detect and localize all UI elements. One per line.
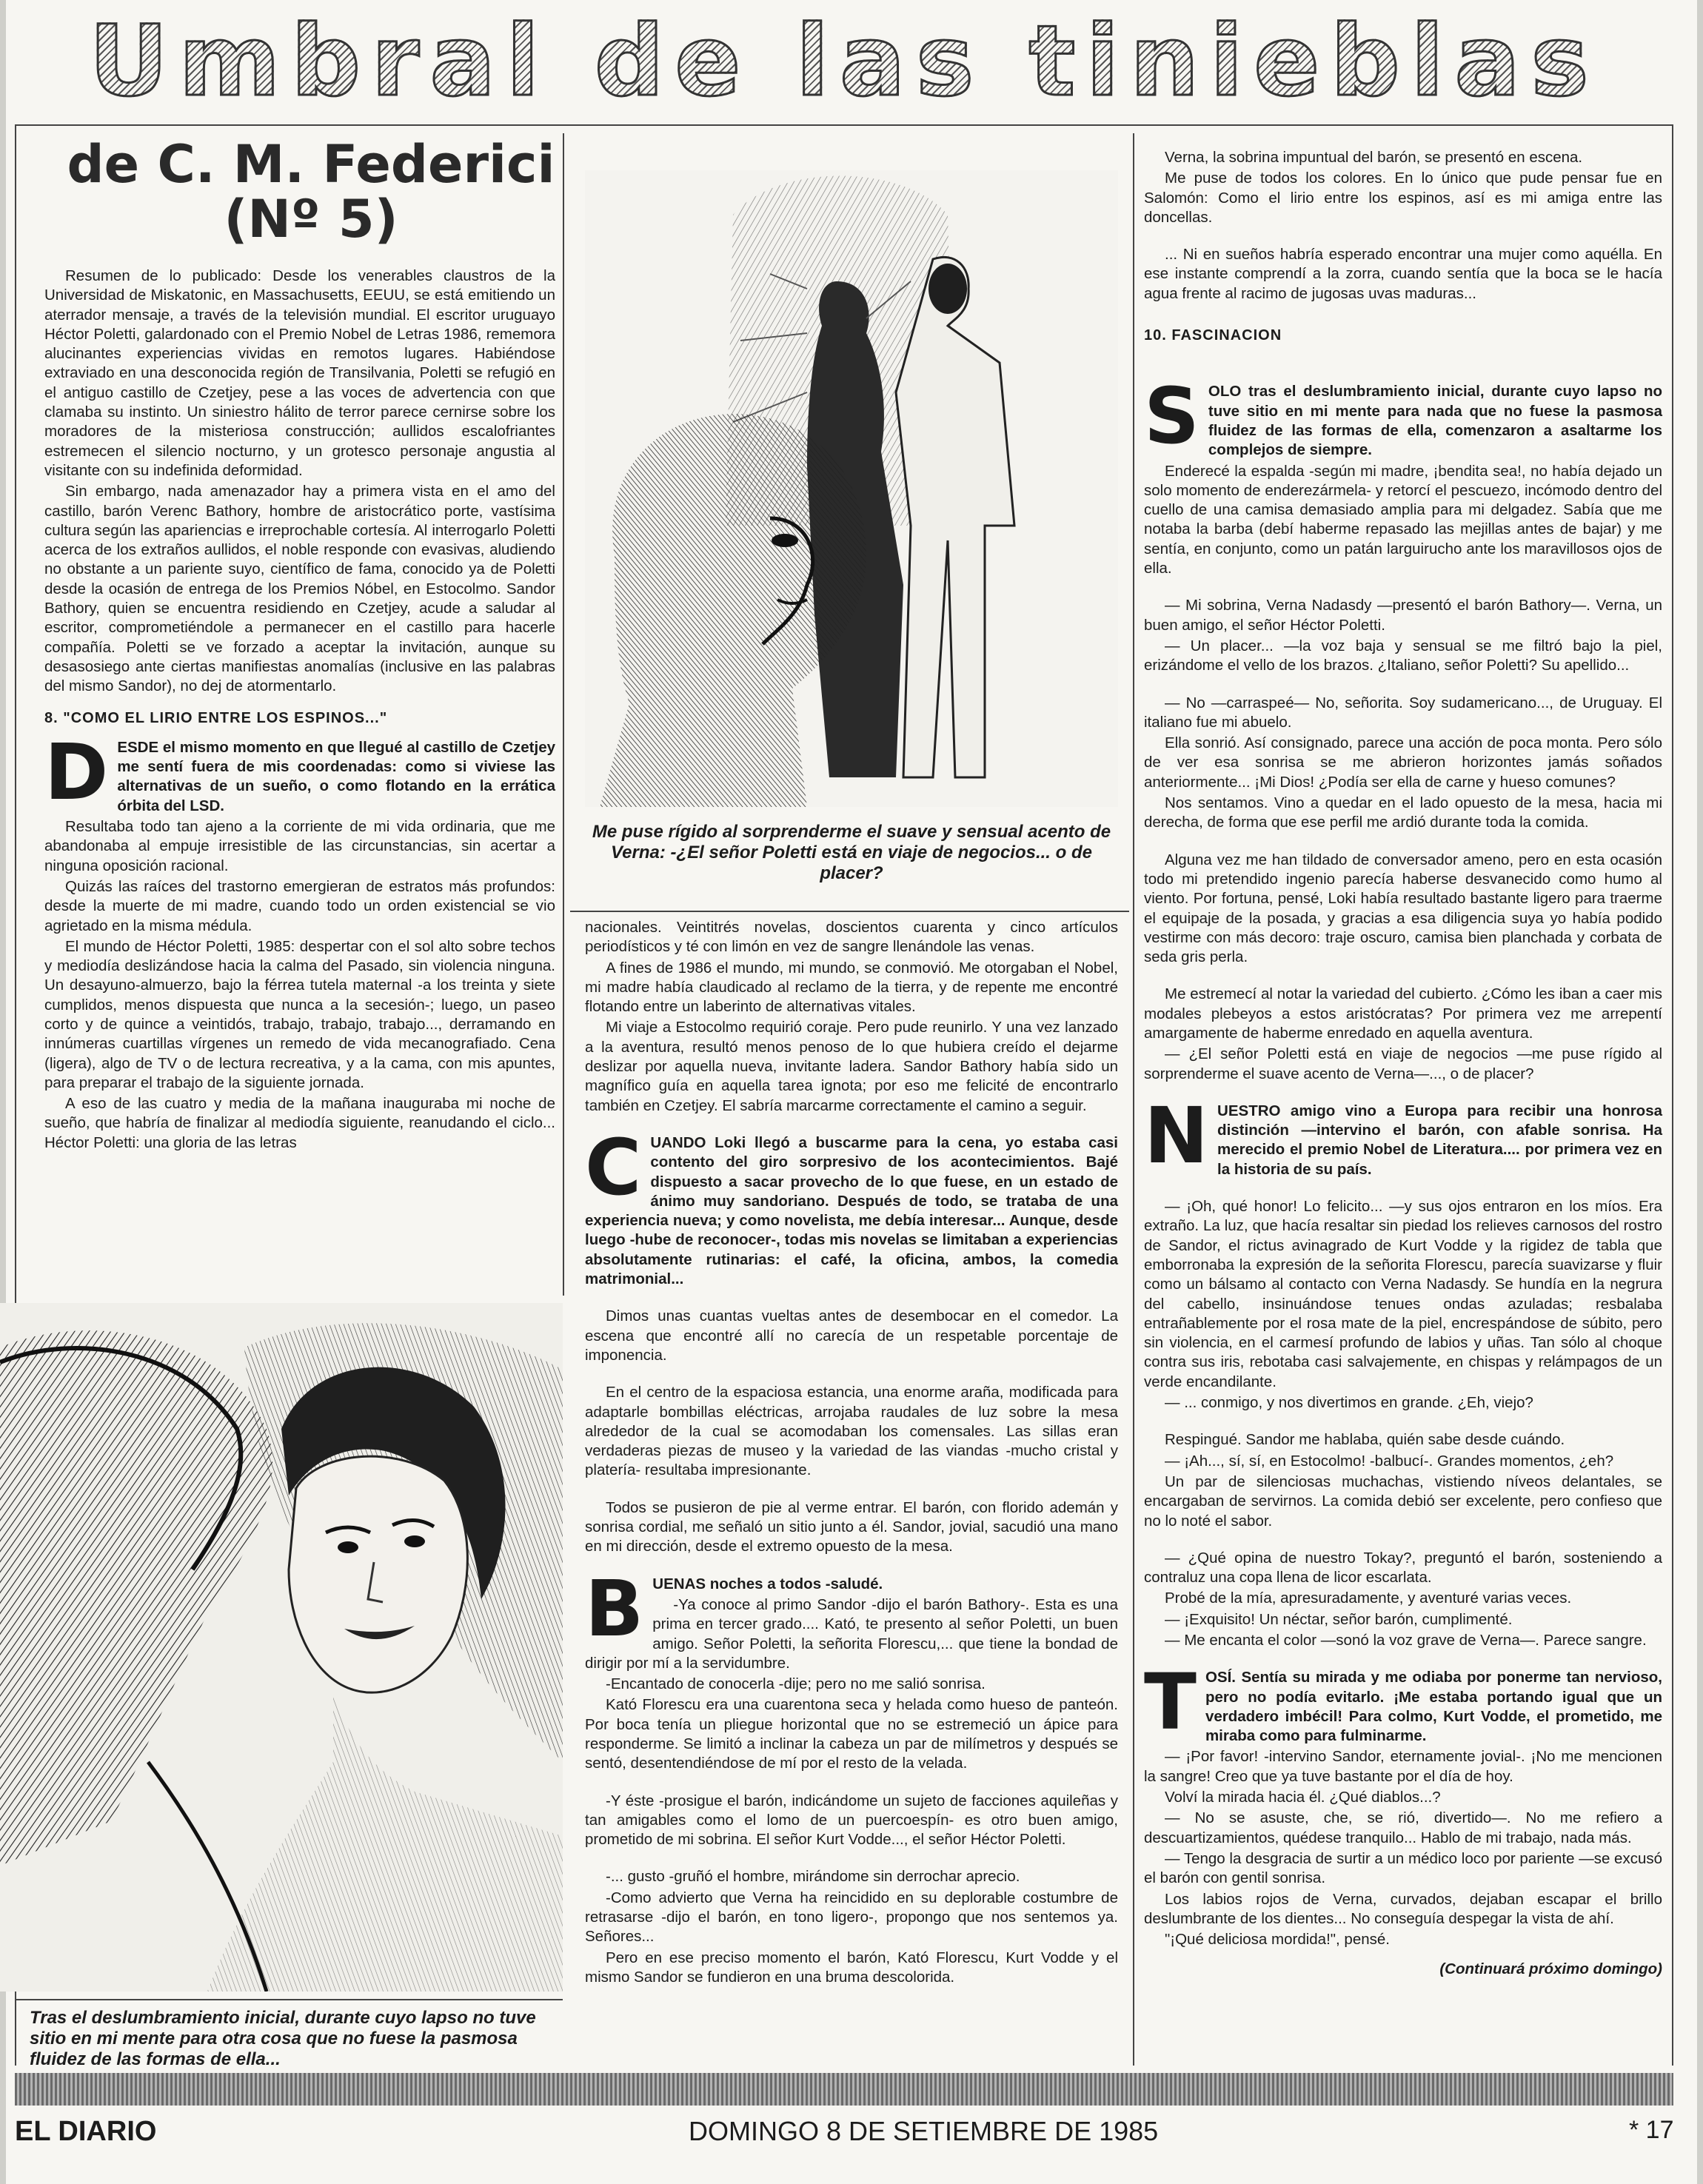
byline-block	[52, 134, 570, 249]
story-paragraph: Ella sonrió. Así consignado, parece una acción de poca monta. Pero sólo de ver esa sonrisa se me abrieron horizontes jamás soñados anteriormente... ¡Mi Dios! ¿Podía ser ella de carne y hueso comunes?	[1144, 734, 1662, 791]
story-paragraph: SOLO tras el deslumbramiento inicial, durante cuyo lapso no tuve sitio en mi mente para nada que no fuese la pasmosa fluidez de las formas de ella, comenzaron a asaltarme los complejos de siempre.	[1144, 371, 1662, 462]
story-paragraph: Probé de la mía, apresuradamente, y aventuré varias veces.	[1165, 1590, 1572, 1607]
story-paragraph: -Como advierto que Verna ha reincidido en su deplorable costumbre de retrasarse -dijo el barón, en tono ligero-, propongo que nos sentemos ya. Señores...	[585, 1889, 1118, 1946]
column-rule-1	[563, 133, 564, 1296]
story-paragraph: "¡Qué deliciosa mordida!", pensé.	[1165, 1931, 1390, 1949]
story-paragraph: BUENAS noches a todos -saludé.	[585, 1563, 883, 1654]
story-paragraph: — ¡Por favor! -intervino Sandor, eternamente jovial-. ¡No me mencionen la sangre! Creo que ya tuve bastante por el día de hoy.	[1144, 1748, 1662, 1785]
section-title-8: 8. "COMO EL LIRIO ENTRE LOS ESPINOS..."	[44, 709, 388, 726]
column-2	[585, 918, 1118, 1989]
story-paragraph: — Tengo la desgracia de surtir a un médico loco por pariente —se excusó el barón con gentil sonrisa.	[1144, 1849, 1662, 1887]
story-paragraph: Volví la mirada hacia él. ¿Qué diablos...?	[1165, 1789, 1441, 1806]
story-paragraph: El mundo de Héctor Poletti, 1985: despertar con el sol alto sobre techos y mediodía deslizándose hacia la calma del Pasado, sin violencia ninguna. Un desayuno-almuerzo, bajo la férrea tutela maternal -a los treinta y siete cumplidos, menos dispuesta que nunca a la secesión-; luego, un paseo corto y de quince a veintidós, trabajo, trabajo, trabajo..., derramando en innúmeras cuartillas vírgenes un remedo de vida mecanografiado. Cena (ligera), algo de TV o de lectura recreativa, y a la cama, con mis apuntes, para preparar el trabajo de la siguiente jornada.	[44, 937, 555, 1091]
frame-right-rule	[1672, 126, 1673, 2066]
story-paragraph: — ... conmigo, y nos divertimos en grande. ¿Eh, viejo?	[1165, 1394, 1533, 1412]
story-paragraph: Me estremecí al notar la variedad del cubierto. ¿Cómo les iban a caer mis modales plebeyos a estos aristócratas? Por primera vez me arrepentí amargamente de haberme enredado en aquella aventura.	[1144, 985, 1662, 1042]
story-paragraph: Quizás las raíces del trastorno emergieran de estratos más profundos: desde la muerte de mi madre, cuando todo un orden existencial se vio agrietado en la misma médula.	[44, 877, 555, 934]
story-paragraph: Dimos unas cuantas vueltas antes de desembocar en el comedor. La escena que encontré allí no carecía de un respetable porcentaje de imponencia.	[585, 1307, 1118, 1364]
story-paragraph: Enderecé la espalda -según mi madre, ¡bendita sea!, no había dejado un solo momento de enderezármela- y retorcí el pescuezo, incómodo dentro del cuello de una camisa demasiado amplia para mi delgadez. Sabía que me notaba la barba (debí haberme repasado las mejillas antes de bajar) y me sentía, en conjunto, como un patán larguirucho ante los maravillosos ojos de ella.	[1144, 462, 1662, 577]
summary-paragraph: Sin embargo, nada amenazador hay a primera vista en el amo del castillo, barón Verenc Bathory, hombre de aristocrático porte, vastísima cultura según las apariencias e irreprochable cortesía. Al interrogarlo Poletti acerca de los extraños aullidos, el noble responde con evasivas, aludiendo no obstante a un pariente suyo, científico de fama, conocido ya de Poletti desde la ocasión de entrega de los Premios Nóbel, en Estocolmo. Sandor Bathory, quien se encuentra residiendo en Czetjey, acude a saludar al escritor, comprometiéndole a permanecer en el castillo para hacerle compañía. Poletti se ve forzado a aceptar la invitación, aunque su desasosiego ante ciertas manifiestas anomalías (inclusive en las palabras del mismo Sandor), no dej de atormentarlo.	[44, 483, 555, 695]
column-rule-2	[1133, 133, 1134, 2066]
story-paragraph: — Mi sobrina, Verna Nadasdy —presentó el barón Bathory—. Verna, un buen amigo, el señor Héctor Poletti.	[1144, 597, 1662, 634]
drop-cap-t: T	[1144, 1657, 1197, 1748]
continued-note: (Continuará próximo domingo)	[1439, 1960, 1662, 1978]
woman-drawing	[0, 1303, 563, 1992]
column-1	[44, 267, 555, 1154]
illustration-caption-1: Tras el deslumbramiento inicial, durante cuyo lapso no tuve sitio en mi mente para otra cosa que no fuese la pasmosa fluidez de las formas de ella...	[30, 2008, 536, 2069]
story-paragraph: Me puse de todos los colores. En lo único que pude pensar fue en Salomón: Como el lirio entre los espinos, así es mi amiga entre las doncellas.	[1144, 170, 1662, 226]
column-3	[1144, 148, 1662, 1981]
story-paragraph: CUANDO Loki llegó a buscarme para la cena, yo estaba casi contento del giro sorpresivo de los acontecimientos. Bajé dispuesto a sacar provecho de lo que fuese, en un estado de ánimo muy sandoriano. Después de todo, se trataba de una experiencia nueva; y como novelista, me debía interesar... Aunque, desde luego -hube de reconocer-, todas mis novelas se limitaban a experiencias absolutamente rutinarias: el café, la oficina, ambos, la comedia matrimonial...	[585, 1122, 1118, 1288]
story-paragraph: Verna, la sobrina impuntual del barón, se presentó en escena.	[1165, 149, 1583, 166]
story-paragraph: Los labios rojos de Verna, curvados, dejaban escapar el brillo deslumbrante de los dientes... No conseguía despegar la vista de ahí.	[1144, 1890, 1662, 1927]
story-paragraph: — Me encanta el color —sonó la voz grave de Verna—. Parece sangre.	[1165, 1632, 1647, 1649]
masthead-rule	[15, 124, 1673, 126]
newspaper-name: EL DIARIO	[15, 2116, 157, 2147]
story-paragraph: A eso de las cuatro y media de la mañana inauguraba mi noche de sueño, que habría de finalizar al mediodía siguiente, reanudando el ciclo... Héctor Poletti: una gloria de las letras	[44, 1095, 555, 1151]
story-paragraph: A fines de 1986 el mundo, mi mundo, se conmovió. Me otorgaban el Nobel, mi madre había claudicado al reclamo de la tierra, y de repente me encontré flotando entre un laberinto de alternativas vitales.	[585, 959, 1118, 1016]
couple-drawing	[585, 170, 1118, 807]
story-paragraph: Un par de silenciosas muchachas, vistiendo níveos delantales, se encargaban de servirnos. La comida debió ser excelente, pero confieso que no lo noté el sabor.	[1144, 1473, 1662, 1530]
summary-paragraph: Resumen de lo publicado: Desde los venerables claustros de la Universidad de Miskatonic, en Massachusetts, EEUU, se está emitiendo un aterrador mensaje, a través de la televisión mundial. El escritor uruguayo Héctor Poletti, galardonado con el Premio Nobel de Letras 1986, rememora alucinantes experiencias vividas en remotos lugares. Habiéndose extraviado en una desconocida región de Transilvania, Poletti se refugió en el antiguo castillo de Czetjey, pese a las voces de advertencia con que clamaba su instinto. Un siniestro hálito de terror parece cernirse sobre los moradores de la misteriosa construcción; aullidos escalofriantes estremecen el silencio nocturno, y un grotesco personaje angustia al visitante con su indefinida deformidad.	[44, 267, 555, 479]
issue-date: DOMINGO 8 DE SETIEMBRE DE 1985	[689, 2116, 1159, 2146]
drop-cap-b: B	[585, 1563, 644, 1654]
story-paragraph: — No se asuste, che, se rió, divertido—. No me refiero a descuartizamientos, quédese tranquilo... Hablo de mi trabajo, nada más.	[1144, 1809, 1662, 1846]
scan-edge-right	[1697, 0, 1703, 2184]
issue-number: (Nº 5)	[224, 189, 398, 249]
story-paragraph: — ¿Qué opina de nuestro Tokay?, preguntó el barón, sosteniendo a contraluz una copa llena de licor escarlata.	[1144, 1549, 1662, 1587]
story-paragraph: — ¡Exquisito! Un néctar, señor barón, cumplimenté.	[1165, 1610, 1513, 1628]
story-paragraph: Kató Florescu era una cuarentona seca y helada como hueso de panteón. Por boca tenía un pliegue horizontal que no se estremeció un ápice para responderme. Se limitó a inclinar la cabeza un par de milímetros y después se sentó, desentendiéndose de mí por el resto de la velada.	[585, 1696, 1118, 1772]
story-paragraph: Alguna vez me han tildado de conversador ameno, pero en esta ocasión todo mi pretendido ingenio parecía haberse desvanecido como humo al viento. Por fortuna, pensé, Loki había resultado bastante ligero para traerme el equipaje de la posada, y gracias a esa diligencia suya yo había podido vestirme con más decoro: traje oscuro, camisa bien planchada y corbata de seda gris perla.	[1144, 851, 1662, 966]
illustration-woman	[0, 1303, 563, 1992]
drop-cap-d: D	[44, 726, 109, 817]
story-paragraph: — No —carraspeé— No, señorita. Soy sudamericano..., de Uruguay. El italiano fue mi abuelo.	[1144, 694, 1662, 731]
story-paragraph: Pero en ese preciso momento el barón, Kató Florescu, Kurt Vodde y el mismo Sandor se fundieron en una bruma descolorida.	[585, 1949, 1118, 1986]
story-paragraph: -Ya conoce al primo Sandor -dijo el barón Bathory-. Esta es una prima en tercer grado.... Kató, te presento al señor Poletti, un buen amigo. Señor Poletti, la señorita Florescu,... que tiene la bondad de dirigir por mí a la servidumbre.	[585, 1595, 1118, 1672]
story-paragraph: — ¡Oh, qué honor! Lo felicito... —y sus ojos entraron en los míos. Era extraño. La luz, que hacía resaltar sin piedad los relieves carnosos del rostro de Sandor, el rictus avinagrado de Kurt Vodde y la rigidez de tabla que emborronaba la expresión de la señorita Florescu, parecía suavizarse y fluir como un bálsamo al contacto con Verna Nadasdy. Se hundía en la negrura del cabello, insinuándose tenues ondas azuladas; resbalaba entrañablemente por el rosa mate de la piel, encrespándose de súbito, pero sin violencia, en el carmesí profundo de labios y uñas. Tan sólo al choque contra sus iris, rebotaba casi salvajemente, en chispas y relámpagos de un verde encandilante.	[1144, 1198, 1662, 1390]
story-paragraph: TOSÍ. Sentía su mirada y me odiaba por ponerme tan nervioso, pero no podía evitarlo. ¡Me estaba portando igual que un verdadero imbécil! Para colmo, Kurt Vodde, el prometido, me miraba como para fulminarme.	[1144, 1657, 1662, 1748]
caption-rule-2	[570, 911, 1129, 912]
story-paragraph: ... Ni en sueños habría esperado encontrar una mujer como aquélla. En ese instante comprendí a la zorra, cuando sentía que la boca se le hacía agua frente al racimo de jugosas uvas maduras...	[1144, 246, 1662, 302]
story-paragraph: Todos se pusieron de pie al verme entrar. El barón, con florido ademán y sonrisa cordial, me señaló un sitio junto a él. Sandor, jovial, sacudió una mano en mi dirección, desde el extremo opuesto de la mesa.	[585, 1498, 1118, 1555]
story-paragraph: -Y éste -prosigue el barón, indicándome un sujeto de facciones aquileñas y tan amigables como el lomo de un puercoespín- es otro buen amigo, prometido de mi sobrina. El señor Kurt Vodde..., el señor Héctor Poletti.	[585, 1792, 1118, 1849]
story-paragraph: Respingué. Sandor me hablaba, quién sabe desde cuándo.	[1165, 1431, 1565, 1449]
story-paragraph: nacionales. Veintitrés novelas, doscientos cuarenta y cinco artículos periodísticos y té con limón en vez de sangre llenándole las venas.	[585, 919, 1118, 956]
story-paragraph: — ¿El señor Poletti está en viaje de negocios —me puse rígido al sorprenderme el suave acento de Verna—..., o de placer?	[1144, 1045, 1662, 1082]
caption-rule-1	[15, 1999, 563, 2000]
story-paragraph: En el centro de la espaciosa estancia, una enorme araña, modificada para adaptarle bombillas eléctricas, arrojaba raudales de luz sobre la mesa alrededor de la cual se acomodaban los comensales. Las sillas eran verdaderas piezas de museo y la variedad de las viandas -mucho cristal y platería- resultaba impresionante.	[585, 1384, 1118, 1479]
story-paragraph: NUESTRO amigo vino a Europa para recibir una honrosa distinción —intervino el barón, con afable sonrisa. Ha merecido el premio Nobel de Literatura.... por primera vez en la historia de su país.	[1144, 1090, 1662, 1181]
story-paragraph: Mi viaje a Estocolmo requirió coraje. Pero pude reunirlo. Y una vez lanzado a la aventura, resultó menos penoso de lo que hubiera creído el dejarme deslizar por aquella nueva, invitante ladera. Sandor Bathory había sido un magnífico guía en aquella tarea ignota; por eso me felicité de encontrarlo también en Czetjey. El sabría marcarme correctamente el camino a seguir.	[585, 1019, 1118, 1114]
masthead-title: Umbral de las tinieblas	[89, 6, 1644, 117]
page-number: * 17	[1629, 2116, 1674, 2144]
story-paragraph: -... gusto -gruñó el hombre, mirándome sin derrochar aprecio.	[606, 1868, 1020, 1886]
drop-cap-c: C	[585, 1122, 642, 1213]
drop-cap-n: N	[1144, 1090, 1209, 1181]
story-paragraph: Resultaba todo tan ajeno a la corriente de mi vida ordinaria, que me abandonaba al empuje irresistible de las circunstancias, sin acertar a ninguna oposición racional.	[44, 818, 555, 874]
story-paragraph: — Un placer... —la voz baja y sensual se me filtró bajo la piel, erizándome el vello de los brazos. ¿Italiano, señor Poletti? Su apellido...	[1144, 637, 1662, 674]
story-paragraph: Nos sentamos. Vino a quedar en el lado opuesto de la mesa, hacia mi derecha, de forma que ese perfil me ardió durante toda la comida.	[1144, 794, 1662, 831]
drop-cap-s: S	[1144, 371, 1200, 462]
illustration-caption-2: Me puse rígido al sorprenderme el suave y sensual acento de Verna: -¿El señor Poletti está en viaje de negocios... o de placer?	[592, 822, 1111, 883]
footer-band	[15, 2073, 1673, 2106]
section-title-10: 10. FASCINACION	[1144, 327, 1282, 344]
author-byline: de C. M. Federici	[67, 134, 555, 195]
illustration-couple	[585, 170, 1118, 807]
story-paragraph: DESDE el mismo momento en que llegué al castillo de Czetjey me sentí fuera de mis coordenadas: como si viviese las alternativas de un sueño, o como flotando en la errática órbita del LSD.	[44, 726, 555, 817]
story-paragraph: -Encantado de conocerla -dije; pero no me salió sonrisa.	[606, 1675, 986, 1693]
story-paragraph: — ¡Ah..., sí, sí, en Estocolmo! -balbucí-. Grandes momentos, ¿eh?	[1165, 1452, 1614, 1470]
